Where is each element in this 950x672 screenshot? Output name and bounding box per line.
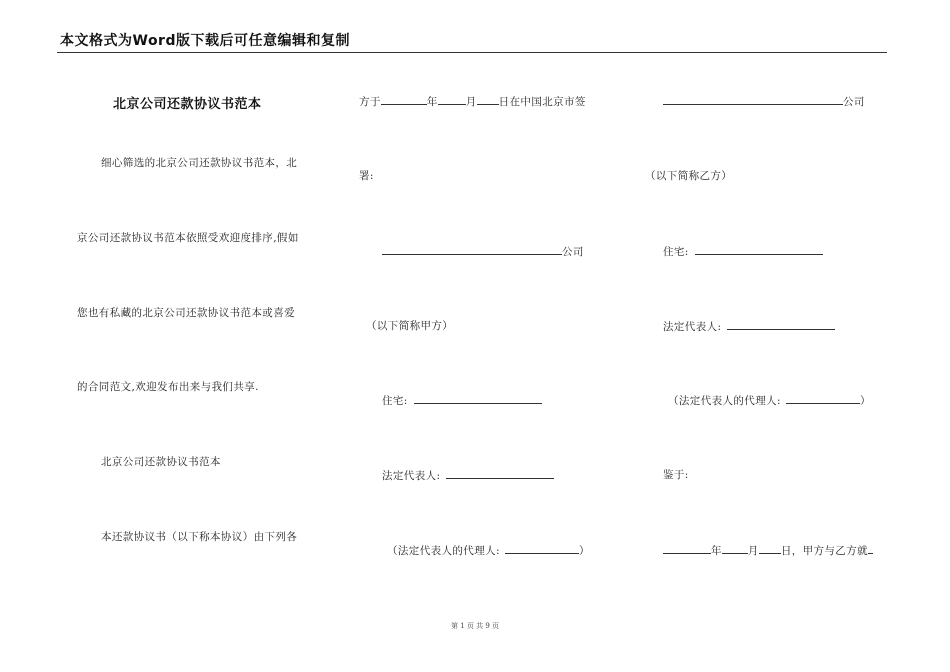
blank-agent-b — [786, 392, 860, 404]
party-b-agent — [668, 392, 871, 408]
blank-agent-a — [505, 542, 579, 554]
blank-day — [759, 542, 781, 554]
residence-label: 住宅: — [382, 395, 408, 407]
agent-label: （法定代表人的代理人: — [387, 545, 500, 557]
party-a-label: （以下简称甲方） — [366, 320, 454, 332]
party-a-representative — [382, 467, 554, 483]
blank-residence-b — [695, 243, 823, 255]
blank-residence-a — [414, 392, 542, 404]
paragraph-line: 京公司还款协议书范本依照受欢迎度排序,假如 — [77, 232, 299, 244]
rep-label: 法定代表人: — [663, 321, 722, 333]
party-b-company-line — [663, 93, 865, 109]
whereas-label: 鉴于: — [663, 469, 689, 481]
party-b-label: （以下简称乙方） — [645, 170, 733, 182]
text-month: 月 — [465, 96, 477, 108]
header-divider — [57, 52, 887, 53]
text-fang-yu: 方于 — [359, 96, 381, 108]
text-month: 月 — [747, 545, 759, 557]
blank-company-a — [382, 243, 562, 255]
blank-rep-b — [727, 318, 835, 330]
section-heading: 北京公司还款协议书范本 — [101, 456, 221, 468]
page-number: 第 1 页 共 9 页 — [450, 622, 500, 630]
party-b-residence — [663, 243, 823, 259]
trailing-blank — [868, 542, 873, 554]
signing-date-line — [359, 93, 586, 109]
company-suffix: 公司 — [843, 96, 865, 108]
document-title: 北京公司还款协议书范本 — [113, 97, 262, 112]
rep-label: 法定代表人: — [382, 470, 441, 482]
blank-month — [722, 542, 748, 554]
blank-rep-a — [446, 467, 554, 479]
text-day-location: 日在中国北京市签 — [498, 96, 586, 108]
text-year: 年 — [426, 96, 438, 108]
party-b-representative — [663, 318, 835, 334]
document-header-title: 本文格式为Word版下载后可任意编辑和复制 — [60, 33, 350, 49]
agent-label: （法定代表人的代理人: — [668, 395, 781, 407]
paragraph-line: 您也有私藏的北京公司还款协议书范本或喜爱 — [77, 307, 295, 319]
blank-year — [381, 93, 427, 105]
company-suffix: 公司 — [562, 246, 584, 258]
blank-month — [438, 93, 466, 105]
residence-label: 住宅: — [663, 246, 689, 258]
text-day-parties: 日，甲方与乙方就 — [780, 545, 869, 557]
blank-year — [663, 542, 711, 554]
party-a-residence — [382, 392, 542, 408]
text-signed: 署: — [359, 170, 374, 182]
agent-close: ） — [859, 395, 871, 407]
text-year: 年 — [711, 545, 722, 557]
agent-close: ） — [578, 545, 590, 557]
paragraph-line: 细心筛选的北京公司还款协议书范本，北 — [101, 157, 298, 169]
blank-company-b — [663, 93, 843, 105]
party-a-agent — [387, 542, 590, 558]
party-a-company-line — [382, 243, 584, 259]
agreement-date-line — [663, 542, 873, 558]
blank-day — [477, 93, 499, 105]
paragraph-line: 本还款协议书（以下称本协议）由下列各 — [101, 531, 298, 543]
paragraph-line: 的合同范文,欢迎发布出来与我们共享. — [77, 381, 259, 393]
